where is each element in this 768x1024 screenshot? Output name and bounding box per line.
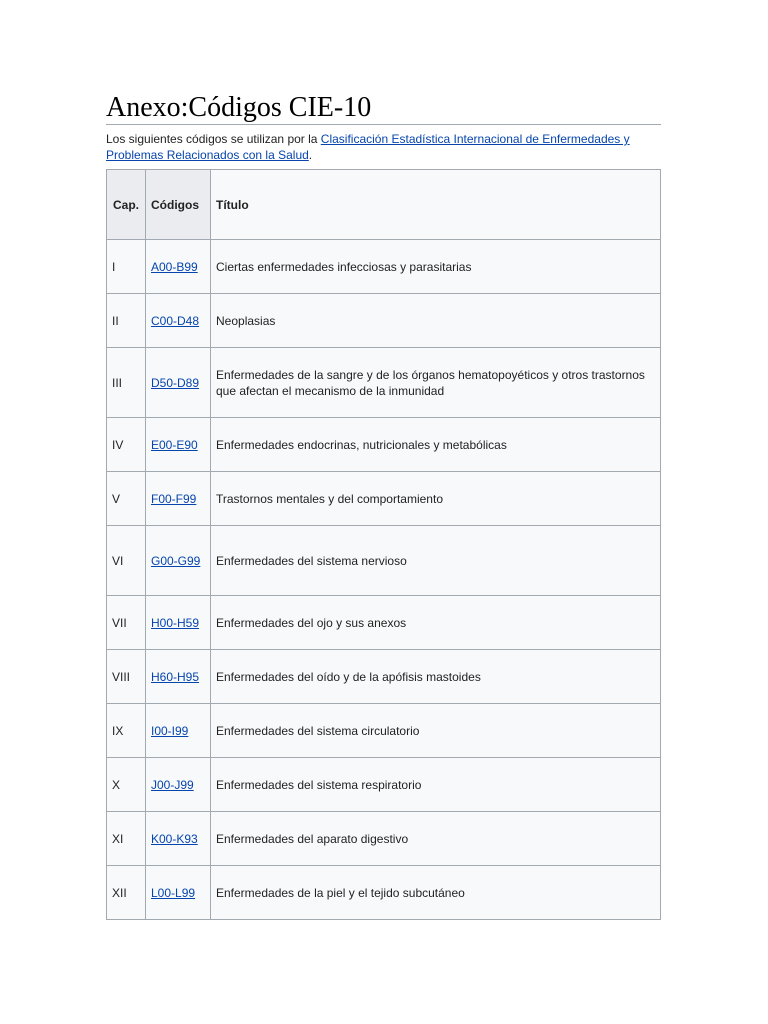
- code-cell: [146, 418, 211, 472]
- code-link[interactable]: H00-H59: [151, 615, 200, 630]
- chapter-cell: XII: [107, 866, 146, 920]
- code-cell: [146, 758, 211, 812]
- article-content: [106, 92, 661, 920]
- code-cell: [146, 472, 211, 526]
- code-cell: [146, 240, 211, 294]
- chapter-cell: IX: [107, 704, 146, 758]
- table-row: [107, 472, 661, 526]
- intro-paragraph: [106, 131, 661, 163]
- code-cell: [146, 812, 211, 866]
- code-link[interactable]: K00-K93: [151, 831, 198, 846]
- chapter-cell: XI: [107, 812, 146, 866]
- title-cell: Enfermedades del ojo y sus anexos: [211, 596, 661, 650]
- chapter-cell: V: [107, 472, 146, 526]
- chapter-cell: III: [107, 348, 146, 418]
- table-header-row: [107, 170, 661, 240]
- code-cell: [146, 526, 211, 596]
- code-link[interactable]: G00-G99: [151, 553, 201, 568]
- table-body: [107, 240, 661, 920]
- code-link[interactable]: D50-D89: [151, 375, 200, 390]
- code-cell: [146, 650, 211, 704]
- code-cell: [146, 866, 211, 920]
- table-row: [107, 294, 661, 348]
- table-row: [107, 596, 661, 650]
- chapter-cell: X: [107, 758, 146, 812]
- header-codigos: Códigos: [146, 170, 211, 240]
- code-link[interactable]: L00-L99: [151, 885, 196, 900]
- intro-prefix: Los siguientes códigos se utilizan por la: [106, 132, 321, 146]
- code-cell: [146, 294, 211, 348]
- intro-suffix: .: [308, 148, 313, 162]
- code-link[interactable]: E00-E90: [151, 437, 198, 452]
- title-cell: Trastornos mentales y del comportamiento: [211, 472, 661, 526]
- header-cap: Cap.: [107, 170, 146, 240]
- title-cell: Enfermedades endocrinas, nutricionales y metabólicas: [211, 418, 661, 472]
- code-link[interactable]: J00-J99: [151, 777, 194, 792]
- chapter-cell: VIII: [107, 650, 146, 704]
- table-row: [107, 526, 661, 596]
- code-cell: [146, 596, 211, 650]
- table-row: [107, 650, 661, 704]
- chapter-cell: VI: [107, 526, 146, 596]
- code-link[interactable]: C00-D48: [151, 313, 200, 328]
- table-row: [107, 812, 661, 866]
- title-cell: Ciertas enfermedades infecciosas y parasitarias: [211, 240, 661, 294]
- title-cell: Enfermedades del sistema circulatorio: [211, 704, 661, 758]
- codes-table: [106, 169, 661, 920]
- chapter-cell: I: [107, 240, 146, 294]
- chapter-cell: IV: [107, 418, 146, 472]
- title-cell: Neoplasias: [211, 294, 661, 348]
- table-row: [107, 704, 661, 758]
- title-cell: Enfermedades de la sangre y de los órganos hematopoyéticos y otros trastornos que afectan el mecanismo de la inmunidad: [211, 348, 661, 418]
- table-row: [107, 758, 661, 812]
- title-cell: Enfermedades del sistema nervioso: [211, 526, 661, 596]
- table-row: [107, 866, 661, 920]
- header-titulo: Título: [211, 170, 661, 240]
- code-link[interactable]: H60-H95: [151, 669, 200, 684]
- code-link[interactable]: A00-B99: [151, 259, 198, 274]
- title-cell: Enfermedades del oído y de la apófisis mastoides: [211, 650, 661, 704]
- title-cell: Enfermedades del sistema respiratorio: [211, 758, 661, 812]
- title-cell: Enfermedades del aparato digestivo: [211, 812, 661, 866]
- table-row: [107, 348, 661, 418]
- chapter-cell: II: [107, 294, 146, 348]
- code-link[interactable]: I00-I99: [151, 723, 189, 738]
- table-row: [107, 240, 661, 294]
- code-cell: [146, 348, 211, 418]
- chapter-cell: VII: [107, 596, 146, 650]
- classification-link[interactable]: Clasificación Estadística Internacional de Enfermedades y Problemas Relacionados con la Salud: [106, 132, 630, 162]
- title-cell: Enfermedades de la piel y el tejido subcutáneo: [211, 866, 661, 920]
- table-row: [107, 418, 661, 472]
- code-link[interactable]: F00-F99: [151, 491, 197, 506]
- page-title: Anexo:Códigos CIE-10: [106, 92, 661, 125]
- code-cell: [146, 704, 211, 758]
